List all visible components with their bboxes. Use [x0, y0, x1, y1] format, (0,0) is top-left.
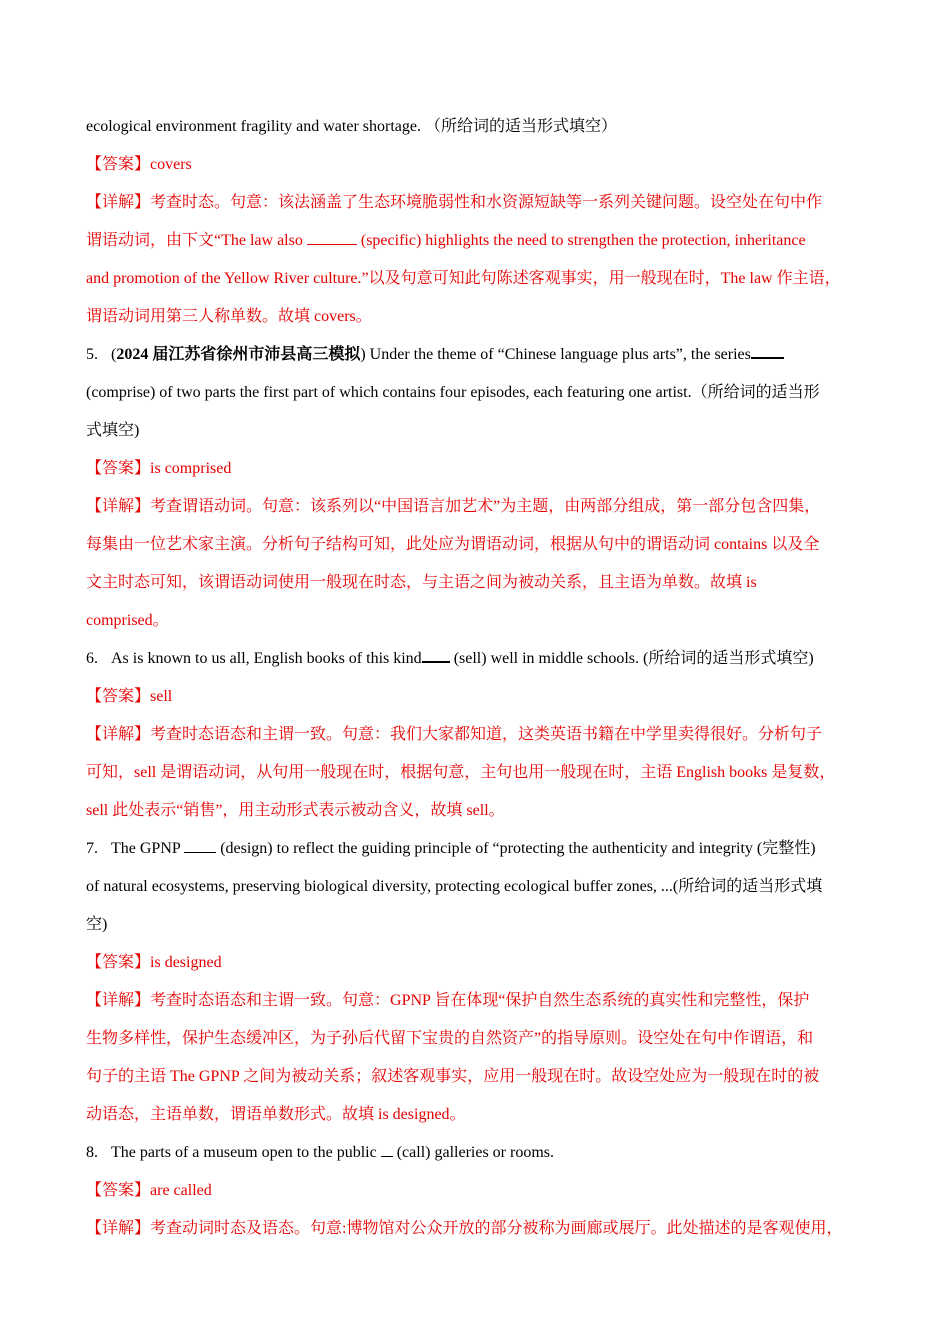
detail-text: 每集由一位艺术家主演。分析句子结构可知，此处应为谓语动词，根据从句中的谓语动词 contains 以及全 — [86, 536, 820, 553]
detail-tag: 【详解】 — [86, 726, 151, 743]
detail-text: 可知，sell 是谓语动词，从句用一般现在时，根据句意，主句也用一般现在时，主语 English books 是复数， — [86, 764, 836, 781]
detail-line — [86, 982, 876, 1020]
question-text: (comprise) of two parts the first part of which contains four episodes, each featuring one artist.（所给词的适当形 — [86, 384, 820, 401]
detail-line — [86, 298, 876, 336]
answer-tag: 【答案】 — [86, 460, 151, 477]
detail-text: 动语态，主语单数，谓语单数形式。故填 is designed。 — [86, 1106, 466, 1123]
answer-value: covers — [150, 156, 192, 173]
fill-blank — [422, 647, 450, 663]
detail-line — [86, 1210, 876, 1248]
question-text: (call) galleries or rooms. — [392, 1144, 554, 1161]
detail-line — [86, 792, 876, 830]
question-line — [86, 374, 876, 412]
detail-text: 谓语动词用第三人称单数。故填 covers。 — [86, 308, 372, 325]
answer-line — [86, 146, 876, 184]
question-number: 6. — [86, 650, 98, 667]
detail-line — [86, 260, 876, 298]
answer-line — [86, 944, 876, 982]
detail-text: 文主时态可知，该谓语动词使用一般现在时态，与主语之间为被动关系，且主语为单数。故填 is — [86, 574, 757, 591]
detail-text: comprised。 — [86, 612, 169, 629]
detail-line — [86, 716, 876, 754]
answer-value: are called — [150, 1182, 212, 1199]
detail-tag: 【详解】 — [86, 1220, 151, 1237]
detail-line — [86, 754, 876, 792]
question-line — [86, 412, 876, 450]
question-line — [86, 868, 876, 906]
question-source: 2024 届江苏省徐州市沛县高三模拟 — [116, 346, 361, 363]
answer-value: sell — [150, 688, 173, 705]
question-text: As is known to us all, English books of this kind — [111, 650, 422, 667]
detail-tag: 【详解】 — [86, 992, 151, 1009]
detail-text: 谓语动词，由下文“The law also — [86, 232, 307, 249]
fill-blank — [307, 230, 357, 245]
document-page — [86, 108, 876, 1248]
answer-value: is designed — [150, 954, 222, 971]
question-7 — [86, 830, 876, 868]
question-text: 式填空) — [86, 422, 140, 439]
detail-text: 生物多样性，保护生态缓冲区，为子孙后代留下宝贵的自然资产”的指导原则。设空处在句中作谓语，和 — [86, 1030, 814, 1047]
question-text: (sell) well in middle schools. (所给词的适当形式填空) — [449, 650, 814, 667]
detail-line — [86, 526, 876, 564]
detail-line — [86, 1020, 876, 1058]
detail-tag: 【详解】 — [86, 194, 151, 211]
question-4-tail — [86, 108, 876, 146]
answer-tag: 【答案】 — [86, 954, 151, 971]
answer-line — [86, 678, 876, 716]
detail-line — [86, 488, 876, 526]
detail-text: 句子的主语 The GPNP 之间为被动关系；叙述客观事实，应用一般现在时。故设空处应为一般现在时的被 — [86, 1068, 820, 1085]
question-text: (design) to reflect the guiding principle of “protecting the authenticity and integrity (完整性) — [216, 840, 816, 857]
answer-tag: 【答案】 — [86, 688, 151, 705]
detail-text: and promotion of the Yellow River culture.”以及句意可知此句陈述客观事实，用一般现在时，The law 作主语， — [86, 270, 841, 287]
question-text: Under the theme of “Chinese language plus arts”, the series — [369, 346, 751, 363]
answer-tag: 【答案】 — [86, 1182, 151, 1199]
fill-blank — [184, 838, 216, 853]
answer-tag: 【答案】 — [86, 156, 151, 173]
detail-line — [86, 1096, 876, 1134]
question-text: The GPNP — [111, 840, 185, 857]
detail-line — [86, 564, 876, 602]
question-text: of natural ecosystems, preserving biological diversity, protecting ecological buffer zones, ...(所给词的适当形式填 — [86, 878, 823, 895]
detail-line — [86, 602, 876, 640]
question-8 — [86, 1134, 876, 1172]
question-text: ecological environment fragility and water shortage. （所给词的适当形式填空） — [86, 118, 617, 135]
question-line — [86, 906, 876, 944]
detail-tag: 【详解】 — [86, 498, 151, 515]
detail-line — [86, 184, 876, 222]
detail-line — [86, 1058, 876, 1096]
answer-line — [86, 1172, 876, 1210]
question-number: 5. — [86, 346, 98, 363]
question-number: 8. — [86, 1144, 98, 1161]
answer-value: is comprised — [150, 460, 232, 477]
question-text: The parts of a museum open to the public — [111, 1144, 381, 1161]
question-text: 空) — [86, 916, 108, 933]
detail-text: sell 此处表示“销售”，用主动形式表示被动含义，故填 sell。 — [86, 802, 505, 819]
question-6 — [86, 640, 876, 678]
question-number: 7. — [86, 840, 98, 857]
detail-text: (specific) highlights the need to strengthen the protection, inheritance — [356, 232, 806, 249]
answer-line — [86, 450, 876, 488]
detail-text: 考查时态语态和主谓一致。句意：GPNP 旨在体现“保护自然生态系统的真实性和完整性，保护 — [150, 992, 810, 1009]
fill-blank — [751, 343, 784, 359]
detail-text: 考查时态。句意：该法涵盖了生态环境脆弱性和水资源短缺等一系列关键问题。设空处在句中作 — [150, 194, 823, 211]
question-5: 5. (2024 届江苏省徐州市沛县高三模拟) Under the theme of “Chinese language plus arts”, the series — [86, 336, 876, 374]
detail-line — [86, 222, 876, 260]
detail-text: 考查时态语态和主谓一致。句意：我们大家都知道，这类英语书籍在中学里卖得很好。分析句子 — [150, 726, 823, 743]
detail-text: 考查动词时态及语态。句意:博物馆对公众开放的部分被称为画廊或展厅。此处描述的是客观使用， — [150, 1220, 843, 1237]
detail-text: 考查谓语动词。句意：该系列以“中国语言加艺术”为主题，由两部分组成，第一部分包含四集， — [150, 498, 821, 515]
fill-blank — [381, 1142, 393, 1157]
